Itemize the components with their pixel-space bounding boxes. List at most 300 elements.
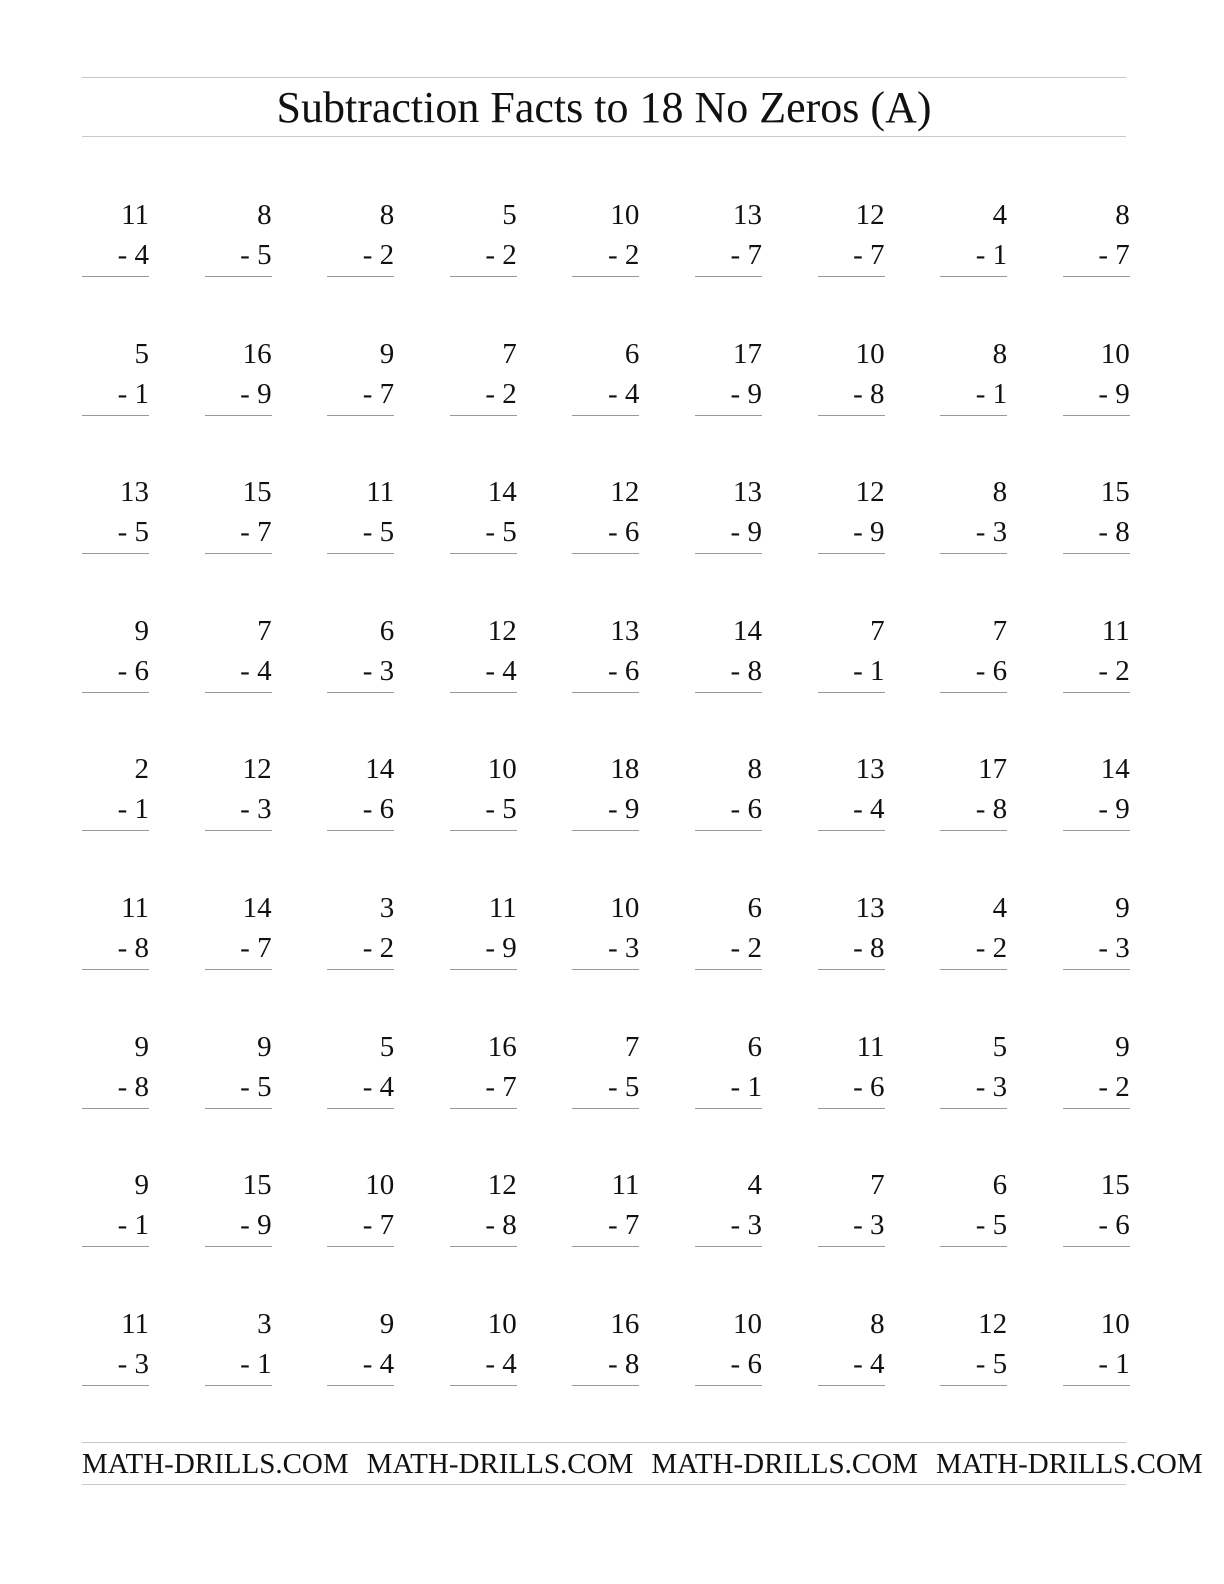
subtrahend: - 6 xyxy=(607,654,640,687)
subtrahend: - 9 xyxy=(240,377,272,410)
subtraction-problem xyxy=(695,475,762,614)
minuend: 10 xyxy=(610,199,640,231)
minuend: 11 xyxy=(488,891,517,924)
subtrahend: - 8 xyxy=(1098,516,1130,549)
subtrahend: - 4 xyxy=(485,1347,517,1380)
minuend: 5 xyxy=(502,199,517,231)
minuend: 15 xyxy=(1100,476,1130,509)
subtraction-problem xyxy=(940,475,1007,614)
subtraction-problem xyxy=(818,891,885,1030)
subtrahend: - 8 xyxy=(117,1070,149,1103)
subtrahend: - 9 xyxy=(607,793,640,826)
subtraction-problem xyxy=(695,891,762,1030)
subtrahend: - 9 xyxy=(1098,793,1130,826)
subtrahend: - 4 xyxy=(485,654,517,687)
subtraction-problem xyxy=(572,1030,639,1169)
subtrahend: - 4 xyxy=(240,654,272,687)
subtraction-problem xyxy=(327,1030,394,1169)
answer-line xyxy=(572,969,639,970)
subtrahend: - 6 xyxy=(607,516,640,549)
subtrahend: - 9 xyxy=(485,931,517,964)
minuend: 5 xyxy=(379,1030,395,1063)
answer-line xyxy=(205,1108,272,1109)
subtraction-problem xyxy=(450,1030,517,1169)
minuend: 13 xyxy=(855,891,885,924)
subtraction-problem xyxy=(695,198,762,337)
minuend: 10 xyxy=(487,1307,517,1340)
minuend: 6 xyxy=(379,614,395,647)
subtrahend: - 9 xyxy=(853,516,885,549)
subtrahend: - 8 xyxy=(117,931,149,964)
answer-line xyxy=(940,1385,1007,1386)
subtraction-problem xyxy=(695,1307,762,1446)
answer-line xyxy=(695,553,762,554)
minuend: 9 xyxy=(1115,891,1130,924)
subtraction-problem xyxy=(450,614,517,753)
answer-line xyxy=(940,553,1007,554)
answer-line xyxy=(940,830,1007,831)
minuend: 11 xyxy=(121,199,149,231)
answer-line xyxy=(82,553,149,554)
answer-line xyxy=(82,415,149,416)
subtraction-problem xyxy=(327,1307,394,1446)
subtraction-problem xyxy=(205,198,272,337)
subtraction-problem xyxy=(82,198,149,337)
subtrahend: - 7 xyxy=(1098,239,1130,271)
subtraction-problem xyxy=(205,891,272,1030)
subtrahend: - 1 xyxy=(730,1070,762,1103)
subtrahend: - 1 xyxy=(975,239,1008,271)
minuend: 11 xyxy=(121,891,149,924)
answer-line xyxy=(82,1108,149,1109)
answer-line xyxy=(450,969,517,970)
subtraction-problem xyxy=(572,1168,639,1307)
answer-line xyxy=(450,1385,517,1386)
minuend: 10 xyxy=(487,753,517,786)
subtrahend: - 9 xyxy=(730,377,762,410)
minuend: 8 xyxy=(870,1307,885,1340)
subtraction-problem xyxy=(940,891,1007,1030)
subtraction-problem xyxy=(695,337,762,476)
subtrahend: - 8 xyxy=(853,377,885,410)
answer-line xyxy=(327,1246,394,1247)
minuend: 14 xyxy=(487,476,517,509)
subtrahend: - 1 xyxy=(117,1209,149,1242)
subtraction-problem xyxy=(695,1030,762,1169)
answer-line xyxy=(572,692,639,693)
subtrahend: - 5 xyxy=(975,1347,1008,1380)
subtraction-problem xyxy=(450,752,517,891)
footer-bottom-rule xyxy=(82,1484,1126,1485)
subtraction-problem xyxy=(1063,198,1130,337)
minuend: 13 xyxy=(732,199,762,231)
minuend: 7 xyxy=(624,1030,640,1063)
subtraction-problem xyxy=(572,891,639,1030)
minuend: 5 xyxy=(134,337,149,370)
answer-line xyxy=(205,1385,272,1386)
minuend: 7 xyxy=(992,614,1008,647)
answer-line xyxy=(940,692,1007,693)
subtraction-problem xyxy=(1063,1307,1130,1446)
subtraction-problem xyxy=(205,614,272,753)
answer-line xyxy=(205,692,272,693)
minuend: 4 xyxy=(992,199,1008,231)
subtrahend: - 1 xyxy=(117,793,149,826)
subtraction-problem xyxy=(205,1307,272,1446)
minuend: 16 xyxy=(487,1030,517,1063)
subtrahend: - 3 xyxy=(362,654,395,687)
answer-line xyxy=(818,553,885,554)
subtraction-problem xyxy=(818,614,885,753)
answer-line xyxy=(1063,969,1130,970)
minuend: 3 xyxy=(379,891,395,924)
subtraction-problem xyxy=(695,752,762,891)
subtraction-problem xyxy=(818,1030,885,1169)
minuend: 8 xyxy=(992,476,1008,509)
minuend: 15 xyxy=(1100,1169,1130,1202)
subtrahend: - 8 xyxy=(730,654,762,687)
subtraction-problem xyxy=(572,614,639,753)
subtrahend: - 4 xyxy=(362,1070,395,1103)
subtraction-problem xyxy=(572,475,639,614)
footer-watermark xyxy=(82,1446,1203,1482)
subtrahend: - 2 xyxy=(1098,654,1130,687)
answer-line xyxy=(205,1246,272,1247)
answer-line xyxy=(572,553,639,554)
subtrahend: - 9 xyxy=(1098,377,1130,410)
subtrahend: - 5 xyxy=(607,1070,640,1103)
subtraction-problem xyxy=(82,1030,149,1169)
subtraction-problem xyxy=(450,475,517,614)
answer-line xyxy=(1063,276,1130,277)
answer-line xyxy=(82,276,149,277)
subtraction-problem xyxy=(327,891,394,1030)
answer-line xyxy=(1063,1385,1130,1386)
minuend: 14 xyxy=(242,891,272,924)
minuend: 10 xyxy=(365,1169,395,1202)
subtrahend: - 3 xyxy=(1098,931,1130,964)
subtrahend: - 8 xyxy=(853,931,885,964)
subtrahend: - 6 xyxy=(853,1070,885,1103)
subtraction-problem xyxy=(940,1307,1007,1446)
minuend: 10 xyxy=(610,891,640,924)
minuend: 13 xyxy=(610,614,640,647)
minuend: 10 xyxy=(1100,1307,1130,1340)
answer-line xyxy=(327,276,394,277)
minuend: 13 xyxy=(855,753,885,786)
answer-line xyxy=(450,692,517,693)
subtraction-problem xyxy=(1063,752,1130,891)
subtrahend: - 4 xyxy=(607,377,640,410)
subtraction-problem xyxy=(818,198,885,337)
footer-watermark-text: MATH-DRILLS.COM xyxy=(651,1448,918,1480)
answer-line xyxy=(818,415,885,416)
answer-line xyxy=(327,969,394,970)
subtrahend: - 5 xyxy=(485,793,517,826)
answer-line xyxy=(818,969,885,970)
subtrahend: - 7 xyxy=(240,516,272,549)
footer-watermark-text: MATH-DRILLS.COM xyxy=(935,1448,1203,1480)
subtraction-problem xyxy=(940,1168,1007,1307)
subtrahend: - 5 xyxy=(117,516,149,549)
answer-line xyxy=(818,1385,885,1386)
subtraction-problem xyxy=(450,1168,517,1307)
minuend: 15 xyxy=(242,476,272,509)
minuend: 12 xyxy=(242,753,272,786)
subtrahend: - 5 xyxy=(485,516,517,549)
subtrahend: - 7 xyxy=(362,1209,395,1242)
answer-line xyxy=(695,969,762,970)
subtrahend: - 2 xyxy=(975,931,1008,964)
subtraction-problem xyxy=(82,752,149,891)
minuend: 10 xyxy=(855,337,885,370)
subtraction-problem xyxy=(1063,614,1130,753)
answer-line xyxy=(1063,830,1130,831)
subtrahend: - 3 xyxy=(975,516,1008,549)
minuend: 7 xyxy=(257,614,272,647)
subtrahend: - 2 xyxy=(362,239,395,271)
minuend: 17 xyxy=(732,337,762,370)
answer-line xyxy=(450,553,517,554)
footer-watermark-text: MATH-DRILLS.COM xyxy=(366,1448,634,1480)
page-title: Subtraction Facts to 18 No Zeros (A) xyxy=(276,83,932,132)
subtrahend: - 5 xyxy=(240,239,272,271)
minuend: 14 xyxy=(732,614,762,647)
minuend: 12 xyxy=(487,614,517,647)
answer-line xyxy=(818,830,885,831)
minuend: 8 xyxy=(1115,199,1130,231)
subtraction-problem xyxy=(82,891,149,1030)
subtrahend: - 3 xyxy=(975,1070,1008,1103)
minuend: 6 xyxy=(624,337,640,370)
answer-line xyxy=(572,1246,639,1247)
answer-line xyxy=(450,415,517,416)
answer-line xyxy=(695,692,762,693)
minuend: 11 xyxy=(1101,614,1130,647)
subtrahend: - 8 xyxy=(485,1209,517,1242)
minuend: 14 xyxy=(365,753,395,786)
answer-line xyxy=(695,1385,762,1386)
subtrahend: - 3 xyxy=(730,1209,762,1242)
answer-line xyxy=(82,1385,149,1386)
minuend: 17 xyxy=(978,753,1008,786)
subtraction-problem xyxy=(572,752,639,891)
subtraction-problem xyxy=(82,1168,149,1307)
answer-line xyxy=(818,1246,885,1247)
subtraction-problem xyxy=(450,198,517,337)
subtraction-problem xyxy=(82,614,149,753)
subtrahend: - 1 xyxy=(975,377,1008,410)
subtraction-problem xyxy=(695,614,762,753)
answer-line xyxy=(940,1246,1007,1247)
answer-line xyxy=(82,1246,149,1247)
answer-line xyxy=(940,1108,1007,1109)
answer-line xyxy=(450,830,517,831)
minuend: 12 xyxy=(610,476,640,509)
subtraction-problem xyxy=(1063,475,1130,614)
minuend: 4 xyxy=(992,891,1008,924)
footer-top-rule xyxy=(82,1442,1126,1443)
minuend: 8 xyxy=(257,199,272,231)
answer-line xyxy=(1063,1108,1130,1109)
subtrahend: - 9 xyxy=(730,516,762,549)
subtraction-problem xyxy=(818,1168,885,1307)
subtraction-problem xyxy=(695,1168,762,1307)
minuend: 11 xyxy=(856,1030,885,1063)
answer-line xyxy=(82,692,149,693)
subtraction-problem xyxy=(327,337,394,476)
subtrahend: - 3 xyxy=(117,1347,149,1380)
minuend: 16 xyxy=(242,337,272,370)
subtrahend: - 6 xyxy=(117,654,149,687)
subtraction-problem xyxy=(1063,1030,1130,1169)
subtraction-problem xyxy=(327,1168,394,1307)
subtrahend: - 3 xyxy=(607,931,640,964)
answer-line xyxy=(695,1246,762,1247)
subtrahend: - 2 xyxy=(730,931,762,964)
answer-line xyxy=(940,276,1007,277)
minuend: 8 xyxy=(992,337,1008,370)
answer-line xyxy=(327,830,394,831)
answer-line xyxy=(695,415,762,416)
answer-line xyxy=(1063,692,1130,693)
answer-line xyxy=(940,969,1007,970)
minuend: 12 xyxy=(978,1307,1008,1340)
answer-line xyxy=(940,415,1007,416)
subtraction-problem xyxy=(818,475,885,614)
subtraction-problem xyxy=(450,337,517,476)
subtraction-problem xyxy=(1063,337,1130,476)
subtrahend: - 3 xyxy=(240,793,272,826)
subtrahend: - 3 xyxy=(853,1209,885,1242)
minuend: 2 xyxy=(134,753,149,786)
minuend: 9 xyxy=(257,1030,272,1063)
subtraction-problem xyxy=(818,1307,885,1446)
minuend: 10 xyxy=(1100,337,1130,370)
answer-line xyxy=(205,415,272,416)
subtrahend: - 1 xyxy=(853,654,885,687)
answer-line xyxy=(818,276,885,277)
subtraction-problem xyxy=(940,1030,1007,1169)
subtrahend: - 7 xyxy=(485,1070,517,1103)
subtraction-problem xyxy=(82,1307,149,1446)
minuend: 9 xyxy=(379,1307,395,1340)
minuend: 11 xyxy=(611,1169,640,1202)
problem-grid xyxy=(82,198,1130,1445)
minuend: 11 xyxy=(121,1307,149,1340)
minuend: 13 xyxy=(120,476,149,509)
subtrahend: - 6 xyxy=(975,654,1008,687)
subtrahend: - 7 xyxy=(853,239,885,271)
minuend: 6 xyxy=(747,1030,762,1063)
minuend: 6 xyxy=(747,891,762,924)
subtraction-problem xyxy=(450,891,517,1030)
answer-line xyxy=(572,1385,639,1386)
subtraction-problem xyxy=(205,752,272,891)
subtraction-problem xyxy=(940,752,1007,891)
minuend: 9 xyxy=(134,1030,149,1063)
answer-line xyxy=(327,692,394,693)
subtrahend: - 5 xyxy=(362,516,395,549)
subtraction-problem xyxy=(327,475,394,614)
answer-line xyxy=(327,1385,394,1386)
minuend: 7 xyxy=(870,614,885,647)
minuend: 5 xyxy=(992,1030,1008,1063)
answer-line xyxy=(205,553,272,554)
minuend: 7 xyxy=(870,1169,885,1202)
subtraction-problem xyxy=(1063,1168,1130,1307)
subtraction-problem xyxy=(327,198,394,337)
subtrahend: - 2 xyxy=(362,931,395,964)
answer-line xyxy=(695,830,762,831)
subtraction-problem xyxy=(818,752,885,891)
answer-line xyxy=(695,1108,762,1109)
minuend: 6 xyxy=(992,1169,1008,1202)
footer-watermark-text: MATH-DRILLS.COM xyxy=(82,1448,349,1480)
subtrahend: - 2 xyxy=(607,239,640,271)
minuend: 4 xyxy=(747,1169,762,1202)
answer-line xyxy=(205,830,272,831)
answer-line xyxy=(1063,553,1130,554)
subtraction-problem xyxy=(82,475,149,614)
answer-line xyxy=(450,276,517,277)
subtraction-problem xyxy=(940,614,1007,753)
subtrahend: - 6 xyxy=(1098,1209,1130,1242)
subtrahend: - 4 xyxy=(362,1347,395,1380)
answer-line xyxy=(327,1108,394,1109)
answer-line xyxy=(818,1108,885,1109)
subtraction-problem xyxy=(205,337,272,476)
answer-line xyxy=(572,276,639,277)
minuend: 10 xyxy=(732,1307,762,1340)
subtrahend: - 8 xyxy=(607,1347,640,1380)
subtraction-problem xyxy=(940,337,1007,476)
subtrahend: - 4 xyxy=(117,239,149,271)
subtraction-problem xyxy=(205,1168,272,1307)
subtrahend: - 8 xyxy=(975,793,1008,826)
subtraction-problem xyxy=(205,1030,272,1169)
answer-line xyxy=(572,415,639,416)
answer-line xyxy=(572,830,639,831)
minuend: 9 xyxy=(1115,1030,1130,1063)
answer-line xyxy=(1063,1246,1130,1247)
subtrahend: - 7 xyxy=(607,1209,640,1242)
subtrahend: - 7 xyxy=(362,377,395,410)
answer-line xyxy=(82,830,149,831)
subtrahend: - 1 xyxy=(1098,1347,1130,1380)
minuend: 15 xyxy=(242,1169,272,1202)
answer-line xyxy=(572,1108,639,1109)
minuend: 18 xyxy=(610,753,640,786)
minuend: 8 xyxy=(747,753,762,786)
title-top-rule xyxy=(82,77,1126,78)
subtrahend: - 1 xyxy=(240,1347,272,1380)
subtraction-problem xyxy=(572,198,639,337)
subtraction-problem xyxy=(1063,891,1130,1030)
subtrahend: - 2 xyxy=(485,239,517,271)
minuend: 16 xyxy=(610,1307,640,1340)
answer-line xyxy=(327,553,394,554)
minuend: 9 xyxy=(134,614,149,647)
subtraction-problem xyxy=(82,337,149,476)
answer-line xyxy=(450,1246,517,1247)
subtrahend: - 6 xyxy=(362,793,395,826)
subtraction-problem xyxy=(572,337,639,476)
minuend: 11 xyxy=(366,476,395,509)
subtrahend: - 7 xyxy=(240,931,272,964)
subtrahend: - 4 xyxy=(853,1347,885,1380)
minuend: 12 xyxy=(487,1169,517,1202)
